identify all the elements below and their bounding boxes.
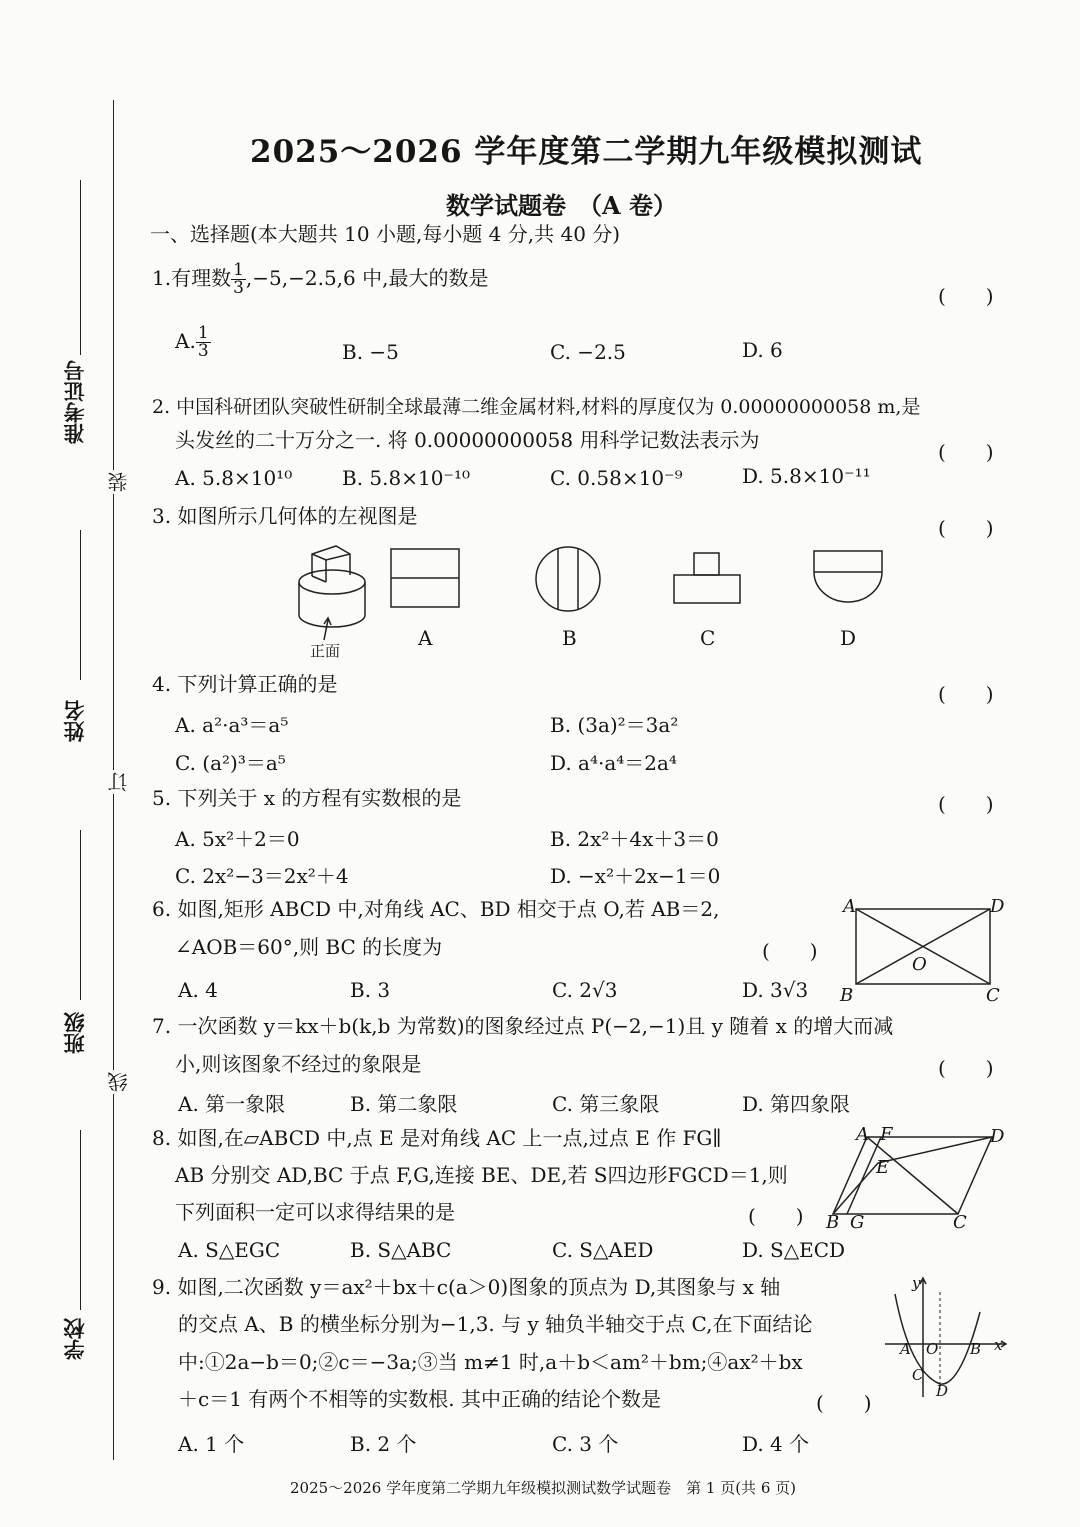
question-6-line-1: 6. 如图,矩形 ABCD 中,对角线 AC、BD 相交于点 O,若 AB＝2, (152, 897, 720, 921)
option-6a[interactable]: A. 4 (178, 978, 218, 1002)
point-b-label: B (970, 1340, 982, 1358)
option-1c[interactable]: C. −2.5 (550, 340, 626, 364)
option-2a[interactable]: A. 5.8×10¹⁰ (175, 466, 293, 490)
option-8d[interactable]: D. S△ECD (742, 1238, 846, 1262)
option-1d[interactable]: D. 6 (742, 338, 783, 362)
y-axis-label: y (912, 1274, 921, 1292)
question-8-line-2: AB 分别交 AD,BC 于点 F,G,连接 BE、DE,若 S四边形FGCD＝1,则 (175, 1163, 788, 1187)
answer-bracket-6[interactable]: ( ) (762, 939, 818, 963)
answer-bracket-5[interactable]: ( ) (938, 792, 994, 816)
question-5-text: 5. 下列关于 x 的方程有实数根的是 (152, 786, 462, 810)
section-heading: 一、选择题(本大题共 10 小题,每小题 4 分,共 40 分) (150, 222, 621, 246)
option-1b[interactable]: B. −5 (342, 340, 399, 364)
answer-bracket-9[interactable]: ( ) (816, 1391, 872, 1415)
answer-bracket-1[interactable]: ( ) (938, 284, 994, 308)
option-1a-label: A. (175, 329, 196, 353)
point-o-label: O (912, 954, 927, 975)
fraction-denominator: 3 (233, 278, 244, 298)
option-5d[interactable]: D. −x²＋2x−1＝0 (550, 864, 721, 888)
point-a-label: A (843, 896, 856, 917)
view-b-figure[interactable] (535, 546, 603, 614)
option-8a[interactable]: A. S△EGC (178, 1238, 281, 1262)
option-1a[interactable] (175, 325, 211, 360)
name-field[interactable] (80, 530, 81, 680)
view-label-a: A (418, 626, 433, 650)
fraction-numerator: 1 (233, 260, 244, 280)
option-9c[interactable]: C. 3 个 (552, 1432, 619, 1456)
fraction-one-third (196, 325, 211, 360)
option-2b[interactable]: B. 5.8×10⁻¹⁰ (342, 466, 471, 490)
page-footer: 2025～2026 学年度第二学期九年级模拟测试数学试题卷 第 1 页(共 6 页) (290, 1479, 796, 1497)
binding-mark-xian: 线 (104, 1070, 133, 1094)
question-2-line-1: 2. 中国科研团队突破性研制全球最薄二维金属材料,材料的厚度仅为 0.00000000058 m,是 (152, 396, 921, 418)
question-4-text: 4. 下列计算正确的是 (152, 672, 338, 696)
option-5c[interactable]: C. 2x²−3＝2x²＋4 (175, 864, 349, 888)
option-4a[interactable]: A. a²·a³＝a⁵ (175, 713, 289, 737)
school-field[interactable] (80, 1130, 81, 1310)
answer-bracket-8[interactable]: ( ) (748, 1204, 804, 1228)
front-label: 正面 (310, 642, 341, 660)
name-label: 姓名 (62, 700, 87, 742)
fraction-numerator: 1 (197, 323, 209, 343)
question-1-prefix: 1.有理数 (152, 266, 232, 290)
point-b-label: B (826, 1212, 840, 1233)
answer-bracket-7[interactable]: ( ) (938, 1056, 994, 1080)
point-g-label: G (850, 1212, 865, 1233)
point-d-label: D (990, 1126, 1005, 1147)
option-7c[interactable]: C. 第三象限 (552, 1092, 660, 1116)
question-8-line-3: 下列面积一定可以求得结果的是 (175, 1200, 455, 1224)
option-6c[interactable]: C. 2√3 (552, 978, 618, 1002)
view-label-d: D (840, 626, 857, 650)
exam-id-label: 准考证号 (62, 360, 87, 444)
option-4d[interactable]: D. a⁴·a⁴＝2a⁴ (550, 751, 677, 775)
point-c-label: C (986, 985, 1000, 1006)
origin-label: O (926, 1340, 939, 1358)
question-7-line-1: 7. 一次函数 y＝kx＋b(k,b 为常数)的图象经过点 P(−2,−1)且 y 随着 x 的增大而减 (152, 1014, 894, 1038)
parallelogram-figure (820, 1125, 1010, 1235)
question-1-rest: ,−5,−2.5,6 中,最大的数是 (245, 266, 489, 290)
option-4c[interactable]: C. (a²)³＝a⁵ (175, 751, 286, 775)
point-d-label: D (990, 896, 1005, 917)
class-label: 班级 (62, 1012, 87, 1054)
answer-bracket-3[interactable]: ( ) (938, 516, 994, 540)
option-6d[interactable]: D. 3√3 (742, 978, 809, 1002)
question-2-line-2: 头发丝的二十万分之一. 将 0.00000000058 用科学记数法表示为 (175, 428, 760, 452)
view-c-figure[interactable] (673, 552, 743, 606)
question-9-line-1: 9. 如图,二次函数 y＝ax²＋bx＋c(a＞0)图象的顶点为 D,其图象与 x 轴 (152, 1275, 781, 1299)
option-6b[interactable]: B. 3 (350, 978, 391, 1002)
option-9a[interactable]: A. 1 个 (178, 1432, 245, 1456)
point-c-label: C (953, 1212, 967, 1233)
point-e-label: E (876, 1157, 890, 1178)
x-axis-label: x (994, 1336, 1003, 1354)
point-f-label: F (880, 1124, 893, 1145)
view-d-figure[interactable] (813, 550, 885, 604)
option-4b[interactable]: B. (3a)²＝3a² (550, 713, 679, 737)
option-9b[interactable]: B. 2 个 (350, 1432, 417, 1456)
question-8-line-1: 8. 如图,在▱ABCD 中,点 E 是对角线 AC 上一点,过点 E 作 FG∥ (152, 1126, 722, 1150)
school-label: 学校 (62, 1318, 87, 1360)
point-a-label: A (900, 1340, 911, 1358)
binding-mark-ding: 订 (104, 770, 133, 794)
option-7d[interactable]: D. 第四象限 (742, 1092, 851, 1116)
question-7-line-2: 小,则该图象不经过的象限是 (175, 1052, 422, 1076)
point-b-label: B (840, 985, 854, 1006)
option-5b[interactable]: B. 2x²＋4x＋3＝0 (550, 827, 719, 851)
question-1-text (152, 262, 488, 297)
option-2d[interactable]: D. 5.8×10⁻¹¹ (742, 464, 871, 488)
point-d-label: D (936, 1382, 949, 1400)
option-7a[interactable]: A. 第一象限 (178, 1092, 286, 1116)
option-8c[interactable]: C. S△AED (552, 1238, 654, 1262)
page-title: 2025～2026 学年度第二学期九年级模拟测试 (250, 134, 923, 170)
option-9d[interactable]: D. 4 个 (742, 1432, 810, 1456)
point-c-label: C (912, 1366, 924, 1384)
view-a-figure[interactable] (390, 548, 462, 610)
class-field[interactable] (80, 830, 81, 1000)
page-subtitle: 数学试题卷 （A 卷） (446, 191, 677, 220)
answer-bracket-4[interactable]: ( ) (938, 682, 994, 706)
question-9-line-2: 的交点 A、B 的横坐标分别为−1,3. 与 y 轴负半轴交于点 C,在下面结论 (178, 1312, 813, 1336)
exam-id-field[interactable] (80, 180, 81, 355)
fraction-denominator: 3 (197, 341, 209, 361)
question-6-line-2: ∠AOB＝60°,则 BC 的长度为 (175, 935, 443, 959)
option-7b[interactable]: B. 第二象限 (350, 1092, 458, 1116)
fraction-one-third (231, 262, 246, 297)
option-2c[interactable]: C. 0.58×10⁻⁹ (550, 466, 683, 490)
question-9-line-3: 中:①2a−b＝0;②c＝−3a;③当 m≠1 时,a＋b＜am²＋bm;④ax²＋bx (178, 1350, 803, 1374)
answer-bracket-2[interactable]: ( ) (938, 440, 994, 464)
view-label-b: B (562, 626, 577, 650)
question-9-line-4: ＋c＝1 有两个不相等的实数根. 其中正确的结论个数是 (178, 1387, 661, 1411)
binding-mark-zhuang: 装 (104, 470, 133, 494)
option-8b[interactable]: B. S△ABC (350, 1238, 452, 1262)
question-3-text: 3. 如图所示几何体的左视图是 (152, 504, 418, 528)
option-5a[interactable]: A. 5x²＋2＝0 (175, 827, 300, 851)
view-label-c: C (700, 626, 716, 650)
point-a-label: A (856, 1124, 869, 1145)
